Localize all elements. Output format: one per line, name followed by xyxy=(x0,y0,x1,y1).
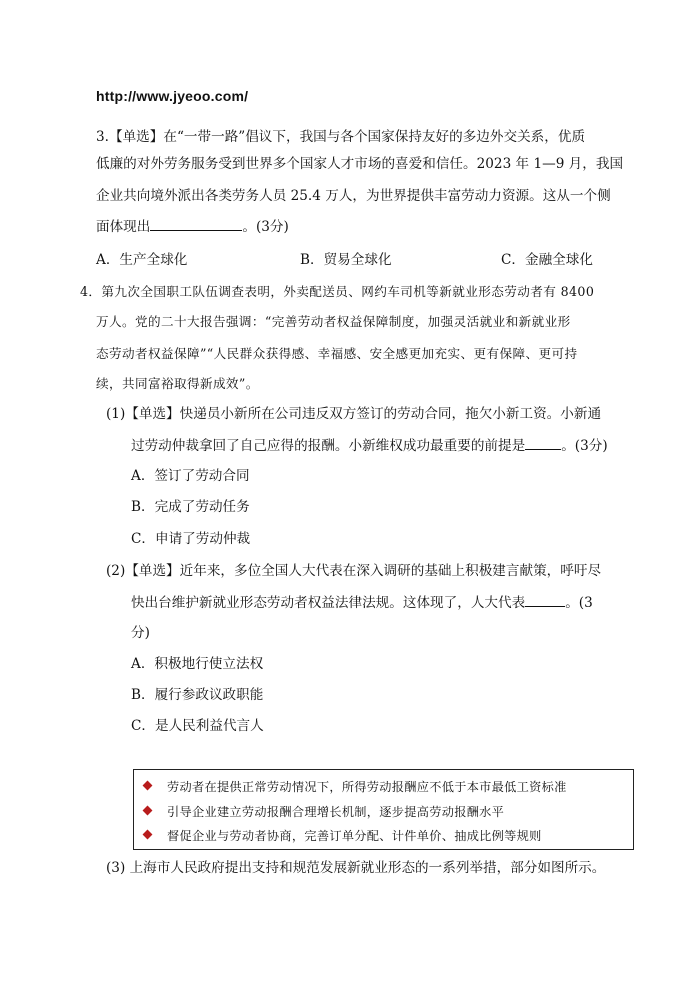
q3-line-4-text: 面体现出 xyxy=(96,219,151,235)
q4-sub1-option-a[interactable]: A．签订了劳动合同 xyxy=(131,468,250,484)
q4-line-1: 4．第九次全国职工队伍调查表明，外卖配送员、网约车司机等新就业形态劳动者有 8400 xyxy=(80,284,595,299)
q4-sub1-option-b[interactable]: B．完成了劳动任务 xyxy=(131,499,250,515)
q4-sub1-line-2 xyxy=(131,435,608,456)
q4-sub3-line-1: (3) 上海市人民政府提出支持和规范发展新就业形态的一系列举措，部分如图所示。 xyxy=(106,860,606,876)
q3-option-a[interactable]: A．生产全球化 xyxy=(96,252,188,268)
diamond-bullet-icon xyxy=(143,830,153,840)
measure-item xyxy=(144,827,542,851)
measure-item xyxy=(144,778,567,802)
q4-sub2-line-2 xyxy=(131,592,593,613)
diamond-bullet-icon xyxy=(143,781,153,791)
q4-sub1-answer-blank xyxy=(525,435,561,450)
measure-text: 督促企业与劳动者协商，完善订单分配、计件单价、抽成比例等规则 xyxy=(167,829,542,843)
q4-sub2-option-b[interactable]: B．履行参政议政职能 xyxy=(131,687,264,703)
q4-sub1-line-1: (1)【单选】快递员小新所在公司违反双方签订的劳动合同，拖欠小新工资。小新通 xyxy=(106,406,602,422)
q4-sub1-line-2-text: 过劳动仲裁拿回了自己应得的报酬。小新维权成功最重要的前提是 xyxy=(131,438,526,454)
q3-line-4-points: 。(3分) xyxy=(242,219,289,235)
q4-sub2-points: 。(3 xyxy=(565,595,593,611)
q3-line-4 xyxy=(96,216,289,237)
q4-sub1-points: 。(3分) xyxy=(561,438,608,454)
q4-sub2-line-2-text: 快出台维护新就业形态劳动者权益法律法规。这体现了，人大代表 xyxy=(131,595,526,611)
q3-answer-blank xyxy=(150,216,242,231)
q4-sub2-line-1: (2)【单选】近年来，多位全国人大代表在深入调研的基础上积极建言献策，呼吁尽 xyxy=(106,563,602,579)
q4-sub2-line-3: 分) xyxy=(131,625,150,641)
q4-line-3: 态劳动者权益保障”“人民群众获得感、幸福感、安全感更加充实、更有保障、更可持 xyxy=(96,346,578,361)
q3-line-1: 3.【单选】在“一带一路”倡议下，我国与各个国家保持友好的多边外交关系，优质 xyxy=(96,129,586,145)
q4-sub2-option-a[interactable]: A．积极地行使立法权 xyxy=(131,656,264,672)
q4-line-4: 续，共同富裕取得新成效”。 xyxy=(96,376,259,391)
q4-line-2: 万人。党的二十大报告强调：“完善劳动者权益保障制度，加强灵活就业和新就业形 xyxy=(96,314,571,329)
q3-option-b[interactable]: B．贸易全球化 xyxy=(300,252,392,268)
q3-line-3: 企业共向境外派出各类劳务人员 25.4 万人，为世界提供丰富劳动力资源。这从一个侧 xyxy=(96,188,611,204)
q4-sub2-option-c[interactable]: C．是人民利益代言人 xyxy=(131,718,264,734)
q4-sub2-answer-blank xyxy=(525,592,565,607)
measure-text: 引导企业建立劳动报酬合理增长机制，逐步提高劳动报酬水平 xyxy=(167,805,505,819)
diamond-bullet-icon xyxy=(143,806,153,816)
measure-item xyxy=(144,803,504,827)
q3-option-c[interactable]: C．金融全球化 xyxy=(501,252,593,268)
measure-text: 劳动者在提供正常劳动情况下，所得劳动报酬应不低于本市最低工资标准 xyxy=(167,780,567,794)
q4-sub1-option-c[interactable]: C．申请了劳动仲裁 xyxy=(131,531,251,547)
q3-line-2: 低廉的对外劳务服务受到世界多个国家人才市场的喜爱和信任。2023 年 1—9 月，我国 xyxy=(96,156,624,172)
measures-box xyxy=(133,769,634,850)
source-url[interactable]: http://www.jyeoo.com/ xyxy=(96,88,249,104)
q3-options xyxy=(96,248,616,268)
